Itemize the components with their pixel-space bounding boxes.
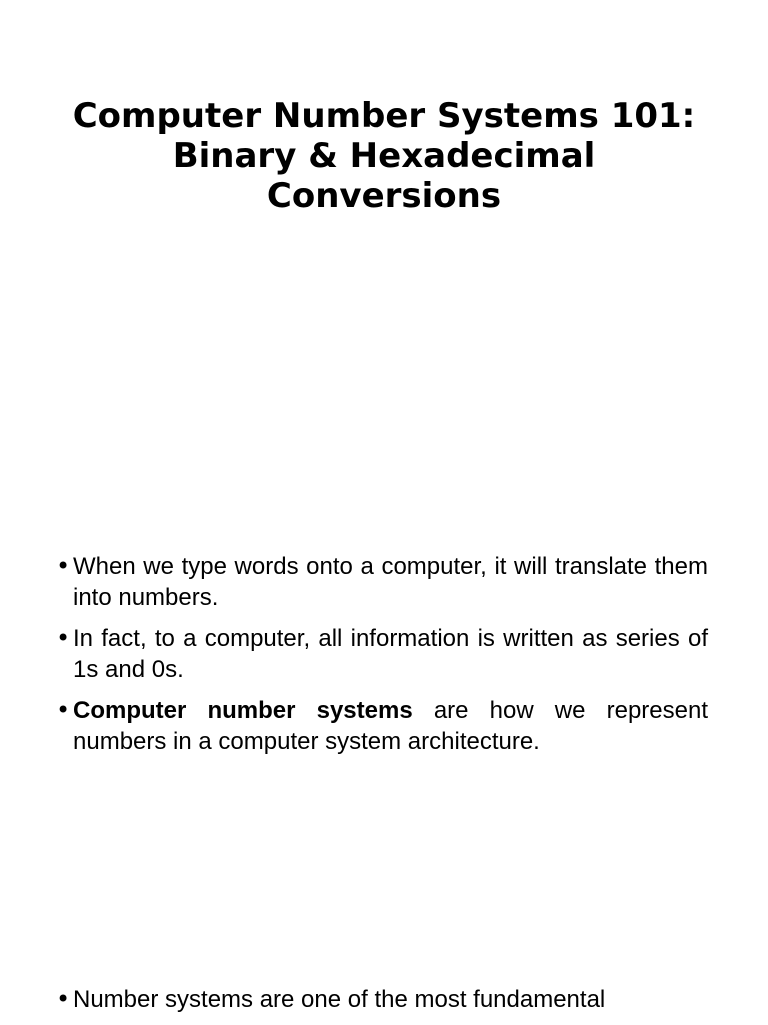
bullet-bold-term: Computer number systems: [73, 697, 413, 724]
bullet-item: [56, 984, 708, 1015]
bullet-text: When we type words onto a computer, it will translate them into numbers.: [73, 553, 708, 611]
bullet-marker: •: [56, 985, 71, 1013]
bullet-text: are how we represent numbers in a computer system architecture.: [73, 697, 708, 755]
bullet-text: In fact, to a computer, all information is written as series of 1s and 0s.: [73, 625, 708, 683]
bullet-list-second: [56, 984, 708, 1025]
bullet-item: [56, 695, 708, 757]
bullet-text: Number systems are one of the most fundamental: [73, 986, 606, 1013]
bullet-item: [56, 551, 708, 613]
bullet-marker: •: [56, 552, 71, 580]
bullet-item: [56, 623, 708, 685]
bullet-list: [56, 551, 708, 767]
bullet-marker: •: [56, 624, 71, 652]
slide-title: Computer Number Systems 101: Binary & Hexadecimal Conversions: [72, 96, 696, 216]
bullet-marker: •: [56, 696, 71, 724]
